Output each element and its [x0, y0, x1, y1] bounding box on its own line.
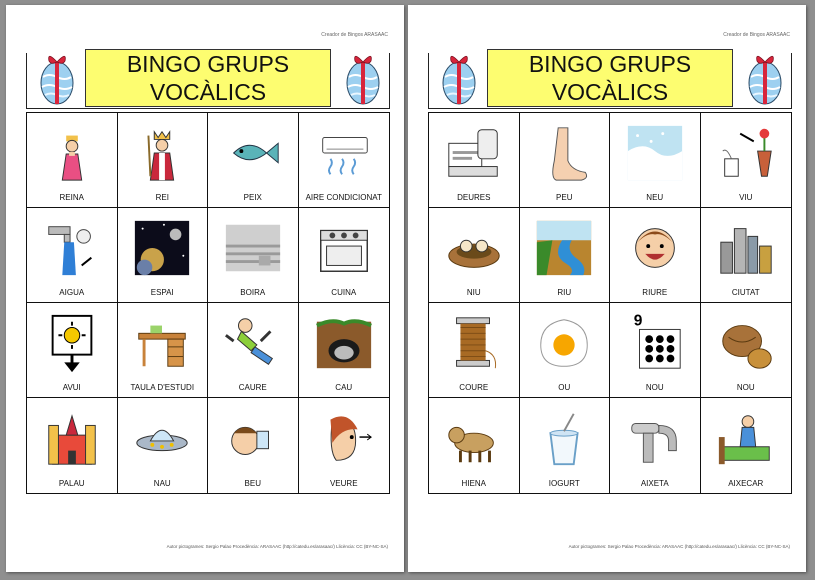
homework-icon [429, 113, 519, 193]
bingo-cell [520, 113, 611, 208]
bingo-cell-label: CUINA [331, 288, 357, 297]
bingo-cell-label: NOU [736, 383, 755, 392]
stove-icon [299, 208, 390, 288]
easter-egg-icon [437, 47, 481, 107]
bingo-cell-label: AVUI [62, 383, 81, 392]
burrow-icon [299, 303, 390, 383]
card-header [26, 45, 390, 109]
falling-icon [208, 303, 298, 383]
bingo-cell [27, 398, 118, 493]
air-conditioner-icon [299, 113, 390, 193]
svg-text:9: 9 [633, 312, 643, 330]
bingo-card-right [408, 5, 806, 572]
bingo-cell [27, 113, 118, 208]
snow-icon [610, 113, 700, 193]
bingo-cell-label: PALAU [58, 479, 85, 488]
bingo-cell [701, 113, 792, 208]
bingo-cell [118, 398, 209, 493]
get-up-icon [701, 398, 792, 479]
alive-plant-icon [701, 113, 792, 193]
bingo-cell [299, 208, 390, 303]
credit-text: Creador de Bingos ARASAAC [321, 32, 388, 38]
title-line-2: VOCÀLICS [551, 79, 669, 105]
laugh-icon [610, 208, 700, 288]
bingo-cell-label: BOIRA [240, 288, 266, 297]
bingo-cell-label: AIXECAR [728, 479, 764, 488]
bingo-cell-label: CAURE [238, 383, 267, 392]
desk-icon [118, 303, 208, 383]
bingo-cell-label: VEURE [329, 479, 358, 488]
bingo-cell [520, 398, 611, 493]
bingo-cell-label: BEU [244, 479, 261, 488]
bingo-cell-label: AIRE CONDICIONAT [305, 193, 382, 202]
bingo-cell-label: ESPAI [150, 288, 174, 297]
bingo-cell [299, 398, 390, 493]
water-tap-icon [27, 208, 117, 288]
spaceship-icon [118, 398, 208, 479]
bingo-card-left [6, 5, 404, 572]
bingo-cell-label: NAU [153, 479, 171, 488]
faucet-icon [610, 398, 700, 479]
footer-attribution: Autor pictogrames: Sergio Palao Procedència: ARASAAC (http://catedu.es/arasaac/) Llicència: CC (BY-NC-SA) [568, 544, 790, 549]
king-icon [118, 113, 208, 193]
bingo-cell-label: DEURES [457, 193, 491, 202]
bingo-cell [299, 303, 390, 398]
bingo-cell [701, 398, 792, 493]
bingo-cell [27, 303, 118, 398]
bingo-cell [118, 208, 209, 303]
bingo-cell-label: CAU [335, 383, 353, 392]
bingo-cell [299, 113, 390, 208]
fish-icon [208, 113, 298, 193]
number-nine-icon [610, 303, 700, 383]
bingo-cell [429, 303, 520, 398]
bingo-cell-label: VIU [739, 193, 753, 202]
credit-text: Creador de Bingos ARASAAC [723, 32, 790, 38]
bingo-cell [610, 208, 701, 303]
bingo-cell [429, 398, 520, 493]
bingo-cell [701, 303, 792, 398]
bingo-cell-label: NIU [466, 288, 481, 297]
city-icon [701, 208, 792, 288]
bingo-cell [429, 208, 520, 303]
bingo-cell [520, 208, 611, 303]
bingo-cell [520, 303, 611, 398]
bingo-cell [208, 208, 299, 303]
yogurt-icon [520, 398, 610, 479]
bingo-cell-label: IOGURT [548, 479, 580, 488]
title-line-1: BINGO GRUPS [528, 51, 692, 77]
card-header [428, 45, 792, 109]
bingo-cell [208, 113, 299, 208]
bingo-cell-label: RIURE [642, 288, 668, 297]
river-icon [520, 208, 610, 288]
bingo-cell [610, 113, 701, 208]
space-icon [118, 208, 208, 288]
bingo-cell [701, 208, 792, 303]
palace-icon [27, 398, 117, 479]
bingo-cell [27, 208, 118, 303]
easter-egg-icon [341, 47, 385, 107]
bingo-cell-label: PEIX [243, 193, 262, 202]
bingo-cell [610, 398, 701, 493]
thread-spool-icon [429, 303, 519, 383]
bingo-cell-label: REI [155, 193, 169, 202]
queen-icon [27, 113, 117, 193]
bingo-cell [208, 303, 299, 398]
bingo-cell-label: REINA [59, 193, 84, 202]
card-title [487, 49, 733, 107]
see-icon [299, 398, 390, 479]
bingo-grid [26, 112, 390, 494]
title-line-2: VOCÀLICS [149, 79, 267, 105]
bingo-cell [610, 303, 701, 398]
fog-icon [208, 208, 298, 288]
bingo-cell [429, 113, 520, 208]
bingo-cell-label: NOU [645, 383, 664, 392]
egg-icon [520, 303, 610, 383]
bingo-cell-label: AIXETA [640, 479, 669, 488]
bingo-cell-label: HIENA [461, 479, 486, 488]
card-title [85, 49, 331, 107]
bingo-cell-label: RIU [557, 288, 572, 297]
title-line-1: BINGO GRUPS [126, 51, 290, 77]
bingo-cell-label: TAULA D'ESTUDI [130, 383, 195, 392]
walnut-icon [701, 303, 792, 383]
bingo-cell [118, 113, 209, 208]
foot-icon [520, 113, 610, 193]
bingo-cell-label: AIGUA [59, 288, 85, 297]
bingo-cell-label: COURE [459, 383, 489, 392]
bingo-cell [118, 303, 209, 398]
today-icon [27, 303, 117, 383]
easter-egg-icon [743, 47, 787, 107]
footer-attribution: Autor pictogrames: Sergio Palao Procedència: ARASAAC (http://catedu.es/arasaac/) Llicència: CC (BY-NC-SA) [166, 544, 388, 549]
bingo-cell-label: CIUTAT [731, 288, 760, 297]
drinking-icon [208, 398, 298, 479]
bingo-cell-label: PEU [556, 193, 573, 202]
bingo-cell [208, 398, 299, 493]
bingo-cell-label: NEU [646, 193, 664, 202]
easter-egg-icon [35, 47, 79, 107]
bingo-cell-label: OU [558, 383, 571, 392]
bingo-grid [428, 112, 792, 494]
nest-icon [429, 208, 519, 288]
hyena-icon [429, 398, 519, 479]
